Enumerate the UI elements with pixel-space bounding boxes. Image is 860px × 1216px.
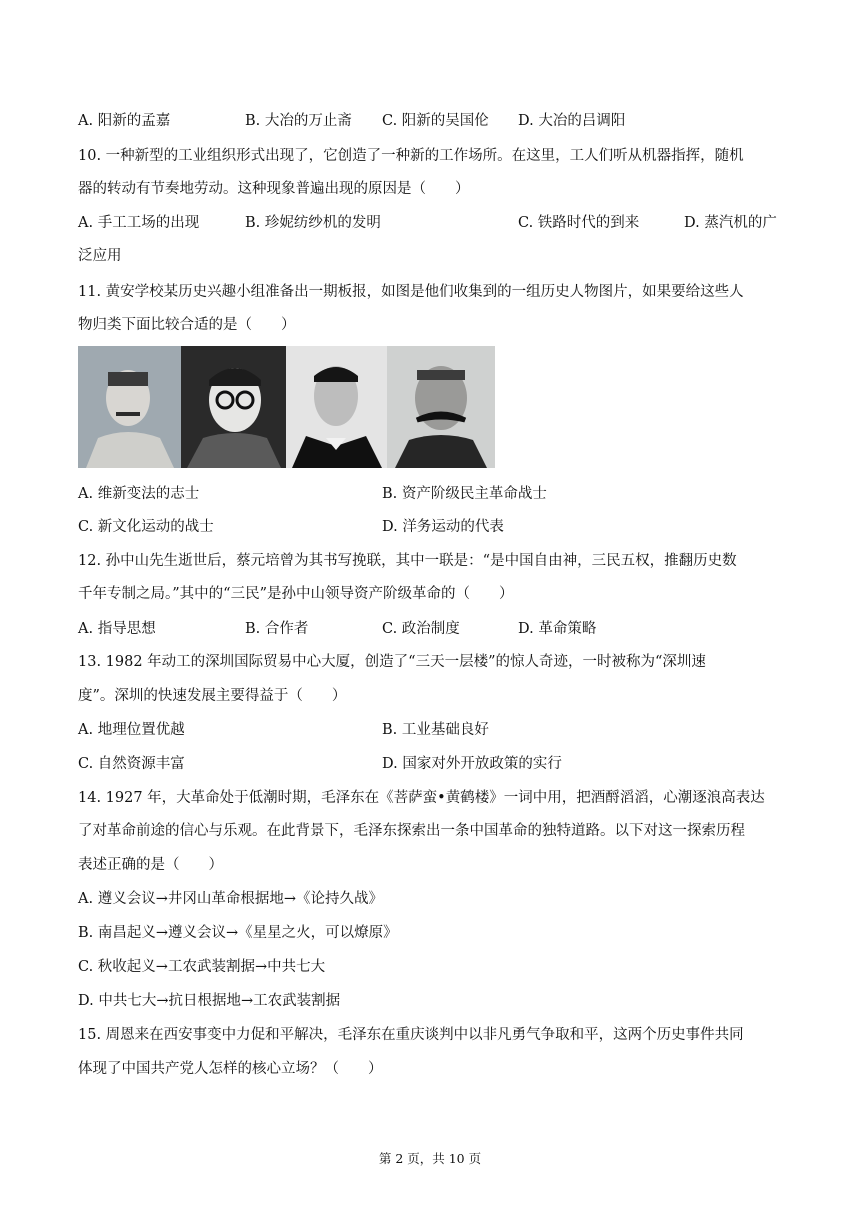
q14-stem-line3: 表述正确的是（ ）	[78, 857, 223, 873]
q14-stem-line2: 了对革命前途的信心与乐观。在此背景下，毛泽东探索出一条中国革命的独特道路。以下对这一探索历程	[78, 823, 745, 839]
q11-stem-line1: 11. 黄安学校某历史兴趣小组准备出一期板报，如图是他们收集到的一组历史人物图片，如果要给这些人	[78, 284, 744, 300]
q10-option-d: D. 蒸汽机的广	[684, 215, 777, 231]
historical-figures-photos	[78, 346, 495, 468]
q13-option-a: A. 地理位置优越	[78, 722, 185, 738]
q12-stem-line1: 12. 孙中山先生逝世后，蔡元培曾为其书写挽联，其中一联是：“是中国自由神，三民五权，推翻历史数	[78, 553, 737, 569]
q12-option-c: C. 政治制度	[382, 621, 460, 637]
q12-option-b: B. 合作者	[245, 621, 309, 637]
q9-option-a: A. 阳新的孟嘉	[78, 113, 171, 129]
q13-stem-line1: 13. 1982 年动工的深圳国际贸易中心大厦，创造了“三天一层楼”的惊人奇迹，一时被称为“深圳速	[78, 654, 706, 670]
q9-option-c: C. 阳新的吴国伦	[382, 113, 489, 129]
q14-option-d: D. 中共七大→抗日根据地→工农武装割据	[78, 993, 341, 1009]
q11-option-c: C. 新文化运动的战士	[78, 519, 214, 535]
q13-stem-line2: 度”。深圳的快速发展主要得益于（ ）	[78, 688, 347, 704]
q10-option-d-wrap: 泛应用	[78, 248, 122, 264]
q14-stem-line1: 14. 1927 年，大革命处于低潮时期，毛泽东在《菩萨蛮•黄鹤楼》一词中用，把酒酹滔滔，心潮逐浪高表达	[78, 790, 765, 806]
q11-stem-line2: 物归类下面比较合适的是（ ）	[78, 317, 296, 333]
q13-option-b: B. 工业基础良好	[382, 722, 489, 738]
q15-stem-line2: 体现了中国共产党人怎样的核心立场？（ ）	[78, 1061, 383, 1077]
q12-stem-line2: 千年专制之局。”其中的“三民”是孙中山领导资产阶级革命的（ ）	[78, 586, 514, 602]
q10-stem-line2: 器的转动有节奏地劳动。这种现象普遍出现的原因是（ ）	[78, 181, 470, 197]
portrait-photo-3	[286, 346, 387, 468]
q14-option-b: B. 南昌起义→遵义会议→《星星之火，可以燎原》	[78, 925, 398, 941]
q11-option-b: B. 资产阶级民主革命战士	[382, 486, 547, 502]
q10-option-c: C. 铁路时代的到来	[518, 215, 640, 231]
q11-option-d: D. 洋务运动的代表	[382, 519, 504, 535]
q14-option-a: A. 遵义会议→井冈山革命根据地→《论持久战》	[78, 891, 383, 907]
q13-option-c: C. 自然资源丰富	[78, 756, 185, 772]
q10-option-a: A. 手工工场的出现	[78, 215, 200, 231]
portrait-photo-4	[387, 346, 495, 468]
q12-option-d: D. 革命策略	[518, 621, 597, 637]
q13-option-d: D. 国家对外开放政策的实行	[382, 756, 562, 772]
q12-option-a: A. 指导思想	[78, 621, 156, 637]
q10-option-b: B. 珍妮纺纱机的发明	[245, 215, 381, 231]
q9-option-d: D. 大冶的吕调阳	[518, 113, 626, 129]
page-footer: 第 2 页，共 10 页	[378, 1151, 482, 1166]
q11-option-a: A. 维新变法的志士	[78, 486, 200, 502]
q15-stem-line1: 15. 周恩来在西安事变中力促和平解决，毛泽东在重庆谈判中以非凡勇气争取和平，这两个历史事件共同	[78, 1027, 744, 1043]
q9-option-b: B. 大冶的万止斋	[245, 113, 352, 129]
q10-stem-line1: 10. 一种新型的工业组织形式出现了，它创造了一种新的工作场所。在这里，工人们听从机器指挥，随机	[78, 148, 744, 164]
q14-option-c: C. 秋收起义→工农武装割据→中共七大	[78, 959, 326, 975]
portrait-photo-2	[181, 346, 286, 468]
portrait-photo-1	[78, 346, 181, 468]
